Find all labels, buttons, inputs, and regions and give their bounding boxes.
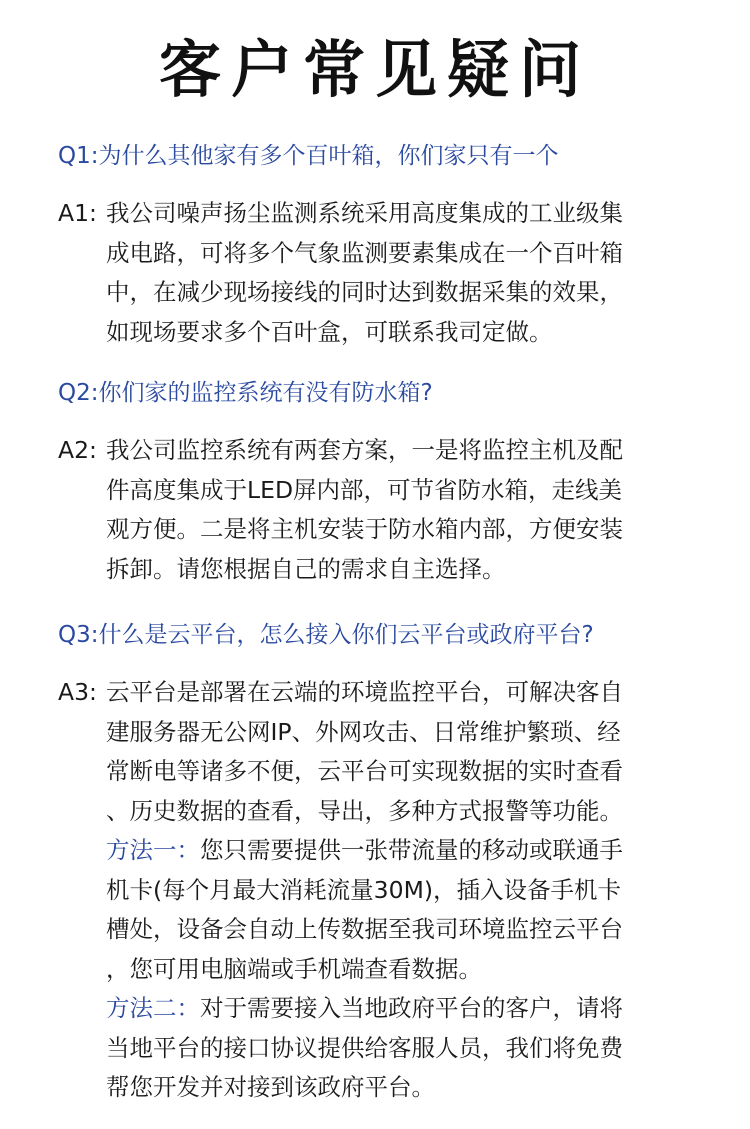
question-3: Q3:什么是云平台，怎么接入你们云平台或政府平台? [58,622,594,648]
answer-3-line: 建服务器无公网IP、外网攻击、日常维护繁琐、经 [106,717,621,746]
answer-2-line: 拆卸。请您根据自己的需求自主选择。 [106,554,506,583]
answer-3-line: 云平台是部署在云端的环境监控平台，可解决客自 [106,678,623,706]
method-1-line: 机卡(每个月最大消耗流量30M)，插入设备手机卡 [106,875,622,904]
answer-2-line: 件高度集成于LED屏内部，可节省防水箱，走线美 [106,475,623,504]
answer-3-line: 常断电等诸多不便，云平台可实现数据的实时查看 [106,757,623,785]
method-1-label: 方法一： [106,836,200,864]
answer-1-line: 如现场要求多个百叶盒，可联系我司定做。 [106,317,553,346]
answer-3 [58,673,698,1108]
answer-3-line: 、历史数据的查看，导出，多种方式报警等功能。 [106,796,623,825]
answer-2 [58,431,698,589]
method-2-line: 帮您开发并对接到该政府平台。 [106,1073,435,1101]
answer-1-prefix: A1: [58,199,97,227]
method-1-line: ，您可用电脑端或手机端查看数据。 [106,954,482,983]
method-1-line [106,831,698,871]
answer-3-prefix: A3: [58,678,97,706]
answer-2-line: 我公司监控系统有两套方案，一是将监控主机及配 [106,436,623,464]
method-2-line: 当地平台的接口协议提供给客服人员，我们将免费 [106,1033,623,1062]
answer-1-line: 我公司噪声扬尘监测系统采用高度集成的工业级集 [106,199,623,227]
method-2-line [106,989,698,1029]
method-2-text: 对于需要接入当地政府平台的客户，请将 [200,994,623,1022]
method-2-label: 方法二： [106,994,200,1022]
page-title: 客户常见疑问 [158,33,591,106]
question-2: Q2:你们家的监控系统有没有防水箱? [58,380,433,406]
method-1-line: 槽处，设备会自动上传数据至我司环境监控云平台 [106,915,623,943]
answer-1 [58,194,698,352]
answer-2-prefix: A2: [58,436,97,464]
method-1-text: 您只需要提供一张带流量的移动或联通手 [200,836,623,864]
answer-2-line: 观方便。二是将主机安装于防水箱内部，方便安装 [106,515,623,543]
question-1: Q1:为什么其他家有多个百叶箱，你们家只有一个 [58,143,559,169]
answer-1-line: 成电路，可将多个气象监测要素集成在一个百叶箱 [106,238,623,267]
answer-1-line: 中，在减少现场接线的同时达到数据采集的效果， [106,278,623,306]
